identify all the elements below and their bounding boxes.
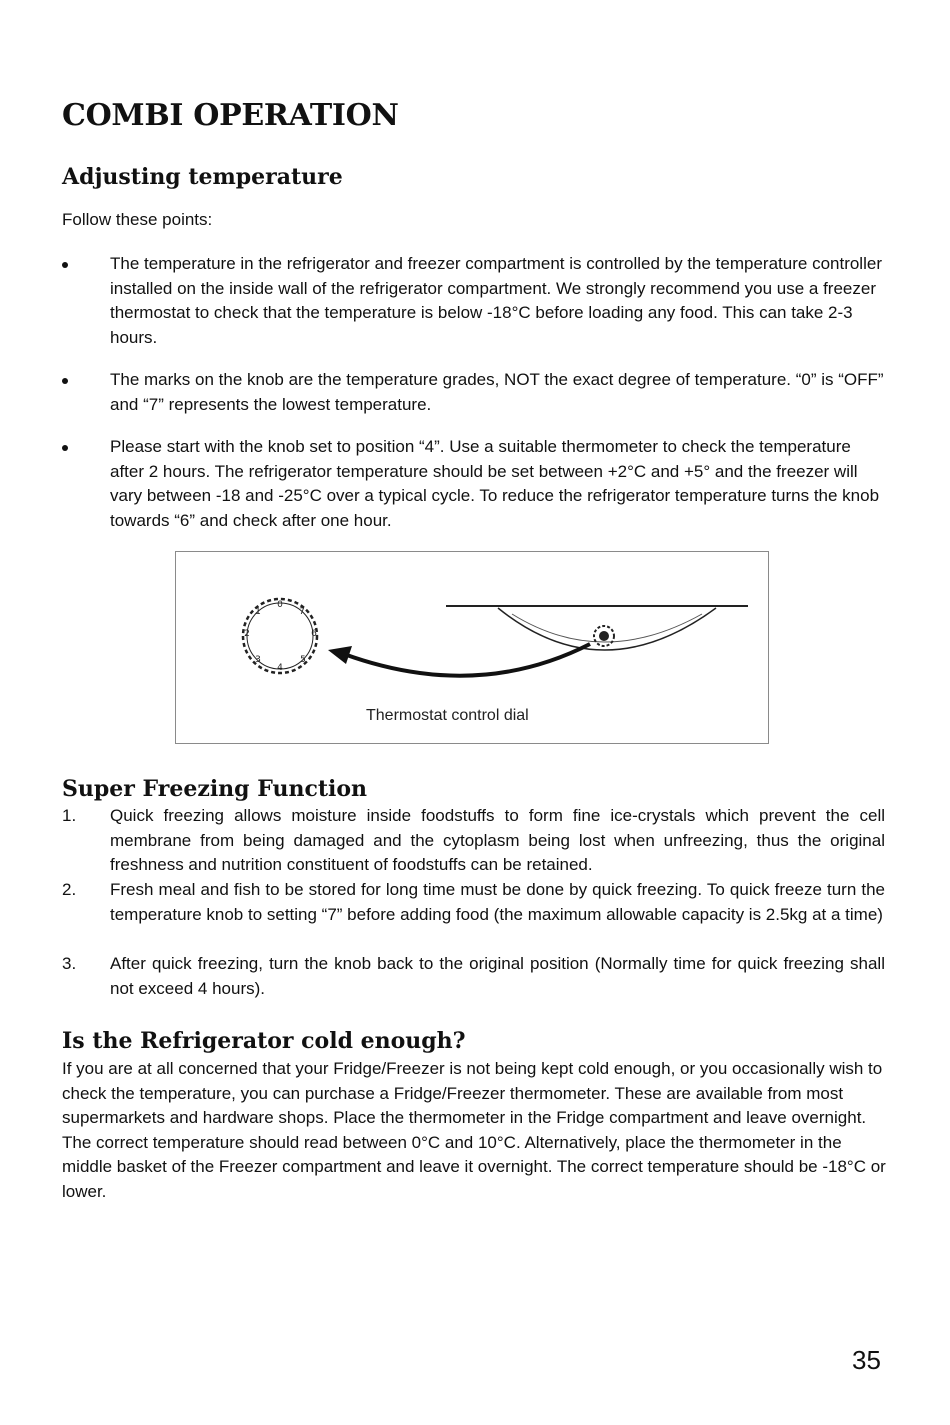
section-heading-adjusting: Adjusting temperature — [62, 164, 343, 190]
item-number: 3. — [62, 954, 77, 973]
dial-mark: 4 — [277, 663, 283, 673]
dial-mark: 6 — [311, 629, 317, 639]
cold-enough-paragraph: If you are at all concerned that your Fridge/Freezer is not being kept cold enough, or you occasionally wish to check the temperature, you can purchase a Fridge/Freezer thermometer. These are available from most supermarkets and hardware shops. Place the thermometer in the Fridge compartment and leave overnight. The correct temperature should read between 0°C and 10°C. Alternatively, place the thermometer in the middle basket of the Freezer compartment and leave it overnight. The correct temperature should be -18°C or lower. — [62, 1059, 886, 1201]
intro-text: Follow these points: — [62, 210, 213, 229]
item-number: 2. — [62, 880, 77, 899]
item-text: Quick freezing allows moisture inside foodstuffs to form fine ice-crystals which prevent the cell membrane from being damaged and the cytoplasm being lost when unfreezing, thus the original freshness and nutrition constituent of foodstuffs can be retained. — [110, 806, 885, 874]
page-title: COMBI OPERATION — [62, 98, 399, 133]
dial-mark: 2 — [244, 629, 250, 639]
item-text: After quick freezing, turn the knob back to the original position (Normally time for quick freezing shall not exceed 4 hours). — [110, 954, 885, 998]
numbered-item — [62, 804, 885, 878]
controller-housing-icon — [446, 606, 748, 650]
bullet-item — [62, 435, 888, 533]
pointer-arrow-icon — [328, 644, 590, 676]
dial-mark: 1 — [255, 607, 261, 617]
bullet-item — [62, 252, 888, 350]
thermostat-dial-icon — [243, 599, 317, 673]
numbered-item — [62, 878, 885, 927]
bullet-text: Please start with the knob set to position “4”. Use a suitable thermometer to check the temperature after 2 hours. The refrigerator temperature should be set between +2°C and +5° and the freezer will vary between -18 and -25°C over a typical cycle. To reduce the refrigerator temperature turns the knob towards “6” and check after one hour. — [110, 437, 880, 530]
dial-mark: 5 — [300, 655, 306, 665]
section-heading-super-freezing: Super Freezing Function — [62, 776, 368, 802]
item-number: 1. — [62, 806, 77, 825]
dial-mark: 0 — [277, 600, 283, 610]
thermostat-figure — [175, 551, 769, 744]
page-number: 35 — [852, 1345, 881, 1375]
dial-mark: 3 — [255, 655, 261, 665]
numbered-item — [62, 952, 885, 1001]
item-text: Fresh meal and fish to be stored for long time must be done by quick freezing. To quick freeze turn the temperature knob to setting “7” before adding food (the maximum allowable capacity is 2.5kg at a time) — [110, 880, 885, 924]
section-heading-cold-enough: Is the Refrigerator cold enough? — [62, 1028, 466, 1054]
figure-caption: Thermostat control dial — [366, 707, 529, 724]
bullet-text: The marks on the knob are the temperature grades, NOT the exact degree of temperature. “0” is “OFF” and “7” represents the lowest temperature. — [110, 370, 884, 414]
bullet-item — [62, 368, 888, 417]
dial-mark: 7 — [299, 607, 305, 617]
bullet-text: The temperature in the refrigerator and freezer compartment is controlled by the temperature controller installed on the inside wall of the refrigerator compartment. We strongly recommend you use a freezer thermostat to check that the temperature is below -18°C before loading any food. This can take 2-3 hours. — [110, 254, 882, 347]
